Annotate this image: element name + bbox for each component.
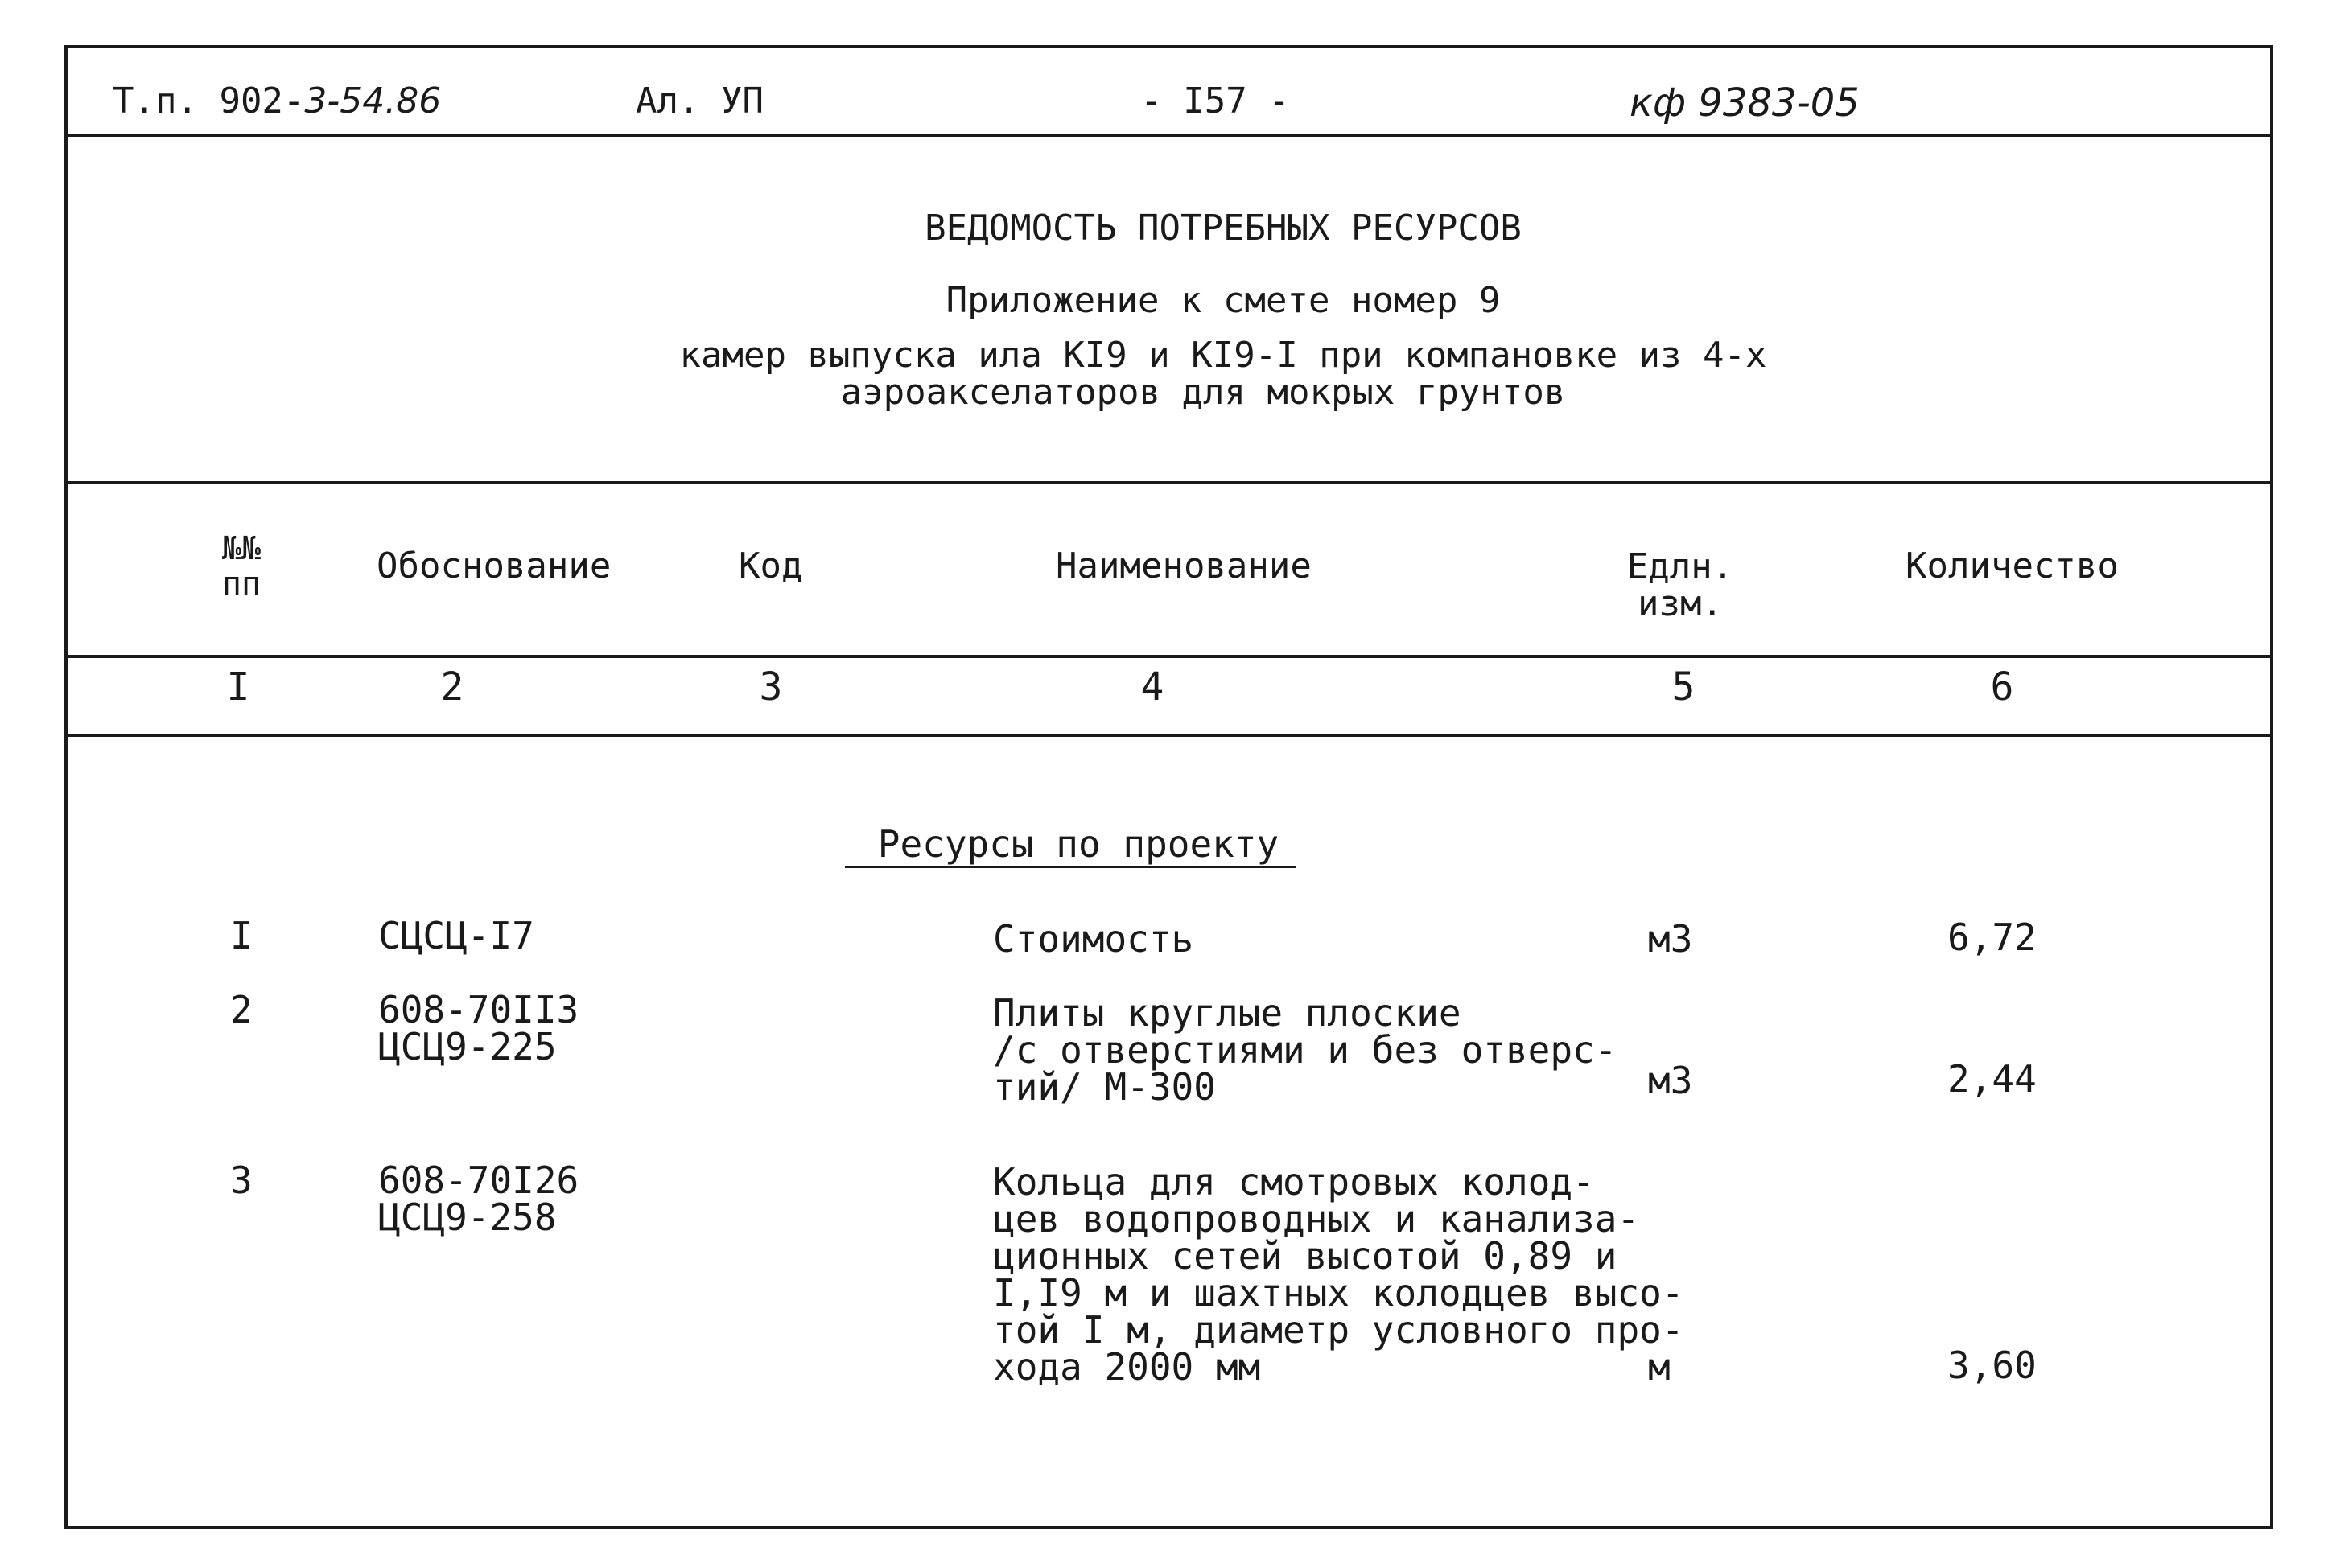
subtitle-line-1: Приложение к смете номер 9 — [946, 280, 1501, 321]
column-number-4: 4 — [1140, 665, 1164, 710]
column-number-2: 2 — [440, 665, 464, 710]
row-2-num: 2 — [230, 988, 253, 1031]
column-number-3: 3 — [759, 665, 783, 710]
column-header-code: Код — [739, 545, 803, 586]
row-1-num: I — [230, 914, 253, 957]
row-3-basis: 608-70I26 ЦСЦ9-258 — [378, 1159, 579, 1239]
row-2-basis: 608-70II3 ЦСЦ9-225 — [378, 988, 579, 1068]
row-1-qty: 6,72 — [1947, 916, 2037, 959]
row-2-qty: 2,44 — [1947, 1057, 2037, 1101]
column-header-basis: Обоснование — [377, 545, 612, 586]
row-3-num: 3 — [230, 1159, 253, 1202]
document-code: кф 9383-05 — [1630, 80, 1860, 126]
row-3-qty: 3,60 — [1947, 1344, 2037, 1387]
page-number: - I57 - — [1140, 80, 1290, 121]
row-1-name: Стоимость — [993, 917, 1194, 961]
column-number-1: I — [226, 665, 250, 710]
subtitle-line-2: камер выпуска ила КI9 и КI9-I при компановке из 4-х — [679, 335, 1767, 376]
title-divider — [64, 481, 2273, 484]
column-header-unit: Едлн. изм. — [1626, 546, 1734, 624]
row-3-name: Кольца для смотровых колод- цев водопроводных и канализа- ционных сетей высотой 0,89 и I,I9 м и шахтных колодцев высо- той I м, диаметр условного про- хода 2000 мм — [993, 1160, 1684, 1389]
row-1-basis: СЦСЦ-I7 — [378, 914, 534, 957]
row-1-unit: м3 — [1648, 917, 1693, 961]
column-header-qty: Количество — [1906, 545, 2119, 586]
row-2-name: Плиты круглые плоские /с отверстиями и без отверс- тий/ М-300 — [993, 991, 1617, 1109]
page-title: ВЕДОМОСТЬ ПОТРЕБНЫХ РЕСУРСОВ — [925, 208, 1522, 249]
album-label: Ал. УП — [636, 80, 764, 121]
section-title: Ресурсы по проекту — [877, 822, 1279, 866]
section-title-underline — [845, 866, 1296, 868]
tp-number — [113, 80, 442, 121]
column-number-6: 6 — [1990, 665, 2014, 710]
tp-prefix: Т.п. 902- — [113, 80, 305, 121]
column-header-num: №№ пп — [221, 530, 262, 603]
header-divider — [64, 134, 2273, 137]
column-number-5: 5 — [1671, 665, 1696, 710]
column-number-divider — [64, 734, 2273, 737]
row-3-unit: м — [1648, 1345, 1671, 1389]
column-header-name: Наименование — [1056, 545, 1312, 586]
tp-suffix: 3-54.86 — [304, 80, 442, 121]
subtitle-line-3: аэроакселаторов для мокрых грунтов — [840, 372, 1566, 413]
row-2-unit: м3 — [1648, 1059, 1693, 1102]
column-header-divider — [64, 655, 2273, 658]
